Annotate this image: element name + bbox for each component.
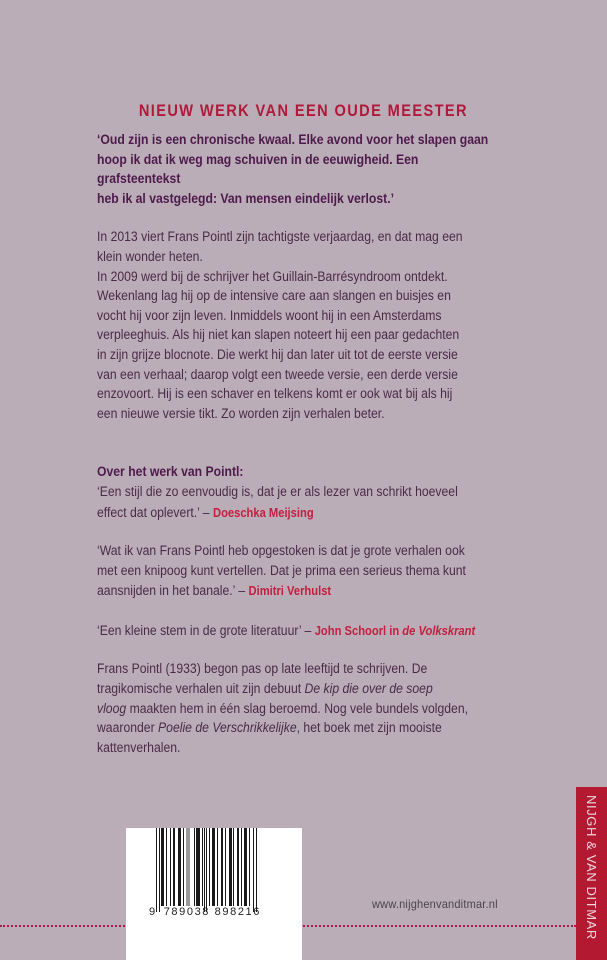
review-line	[97, 503, 501, 524]
lead-quote	[97, 131, 501, 209]
bio-line: Frans Pointl (1933) begon pas op late leeftijd te schrijven. De	[97, 661, 428, 678]
intro-line: een nieuwe versie tikt. Zo worden zijn verhalen beter.	[97, 405, 385, 422]
cover-heading: NIEUW WERK VAN EEN OUDE MEESTER	[138, 101, 468, 120]
intro-line: verpleeghuis. Als hij niet kan slapen noteert hij een paar gedachten	[97, 327, 460, 344]
intro-line: enzovoort. Hij is een schaver en telkens komt er ook wat bij als hij	[97, 386, 453, 403]
intro-line: Wekenlang lag hij op de intensive care aan slangen en buisjes en	[97, 288, 451, 305]
book-title: Poelie de Verschrikkelijke	[158, 720, 297, 737]
review-line: ‘Een stijl die zo eenvoudig is, dat je er als lezer van schrikt hoeveel	[97, 483, 458, 500]
bio-line	[97, 719, 501, 739]
lead-quote-line: ‘Oud zijn is een chronische kwaal. Elke avond voor het slapen gaan	[97, 132, 489, 148]
publisher-name: NIJGH & VAN DITMAR	[584, 795, 599, 940]
bio-text: maakten hem in één slag beroemd. Nog vele bundels volgden,	[126, 700, 469, 717]
reviews-heading: Over het werk van Pointl:	[97, 464, 244, 481]
review-author: John Schoorl in	[314, 622, 403, 638]
back-cover-text	[97, 131, 501, 758]
intro-line: vocht hij voor zijn leven. Inmiddels woont hij in een Amsterdams	[97, 307, 442, 324]
intro-line: klein wonder heten.	[97, 248, 203, 265]
bio-line	[97, 700, 501, 720]
author-bio	[97, 660, 501, 758]
isbn-number: 789038 898216	[163, 906, 261, 918]
review-line	[97, 621, 501, 642]
review-author: Dimitri Verhulst	[248, 583, 332, 599]
review-quote	[97, 621, 501, 642]
isbn-barcode	[126, 828, 302, 960]
book-title: vloog	[97, 700, 127, 717]
lead-quote-line: hoop ik dat ik weg mag schuiven in de eeuwigheid. Een grafsteentekst	[97, 151, 419, 188]
review-line: ‘Wat ik van Frans Pointl heb opgestoken is dat je grote verhalen ook	[97, 543, 465, 560]
review-line: met een knipoog kunt vertellen. Dat je prima een serieus thema kunt	[97, 562, 466, 579]
book-title: De kip die over de soep	[304, 681, 433, 698]
barcode-icon	[156, 828, 278, 910]
intro-line: in zijn grijze blocnote. Die werkt hij dan later uit tot de eerste versie	[97, 346, 458, 363]
bio-text: tragikomische verhalen uit zijn debuut	[97, 681, 305, 698]
intro-line: In 2009 werd bij de schrijver het Guillain-Barrésyndroom ontdekt.	[97, 268, 448, 285]
bio-text: waaronder	[97, 720, 159, 737]
bio-text: , het boek met zijn mooiste	[296, 720, 442, 737]
intro-line: In 2013 viert Frans Pointl zijn tachtigste verjaardag, en dat mag een	[97, 229, 463, 246]
review-text: aansnijden in het banale.’ –	[97, 583, 249, 600]
publisher-url: www.nijghenvanditmar.nl	[372, 897, 498, 911]
bio-line: kattenverhalen.	[97, 739, 181, 756]
review-text: effect dat oplevert.’ –	[97, 504, 213, 521]
review-quote	[97, 542, 501, 602]
isbn-lead-digit: 9	[149, 906, 157, 918]
publisher-logo	[576, 787, 607, 960]
isbn-digits	[149, 906, 261, 918]
review-author: Doeschka Meijsing	[212, 504, 314, 520]
intro-paragraph	[97, 228, 501, 424]
lead-quote-line: heb ik al vastgelegd: Van mensen eindelijk verlost.’	[97, 190, 395, 207]
review-line	[97, 581, 501, 602]
bio-line	[97, 680, 501, 700]
review-text: ‘Een kleine stem in de grote literatuur’ –	[97, 622, 315, 639]
review-source: de Volkskrant	[402, 622, 476, 638]
intro-line: van een verhaal; daarop volgt een tweede versie, een derde versie	[97, 366, 458, 383]
review-quote	[97, 483, 501, 523]
